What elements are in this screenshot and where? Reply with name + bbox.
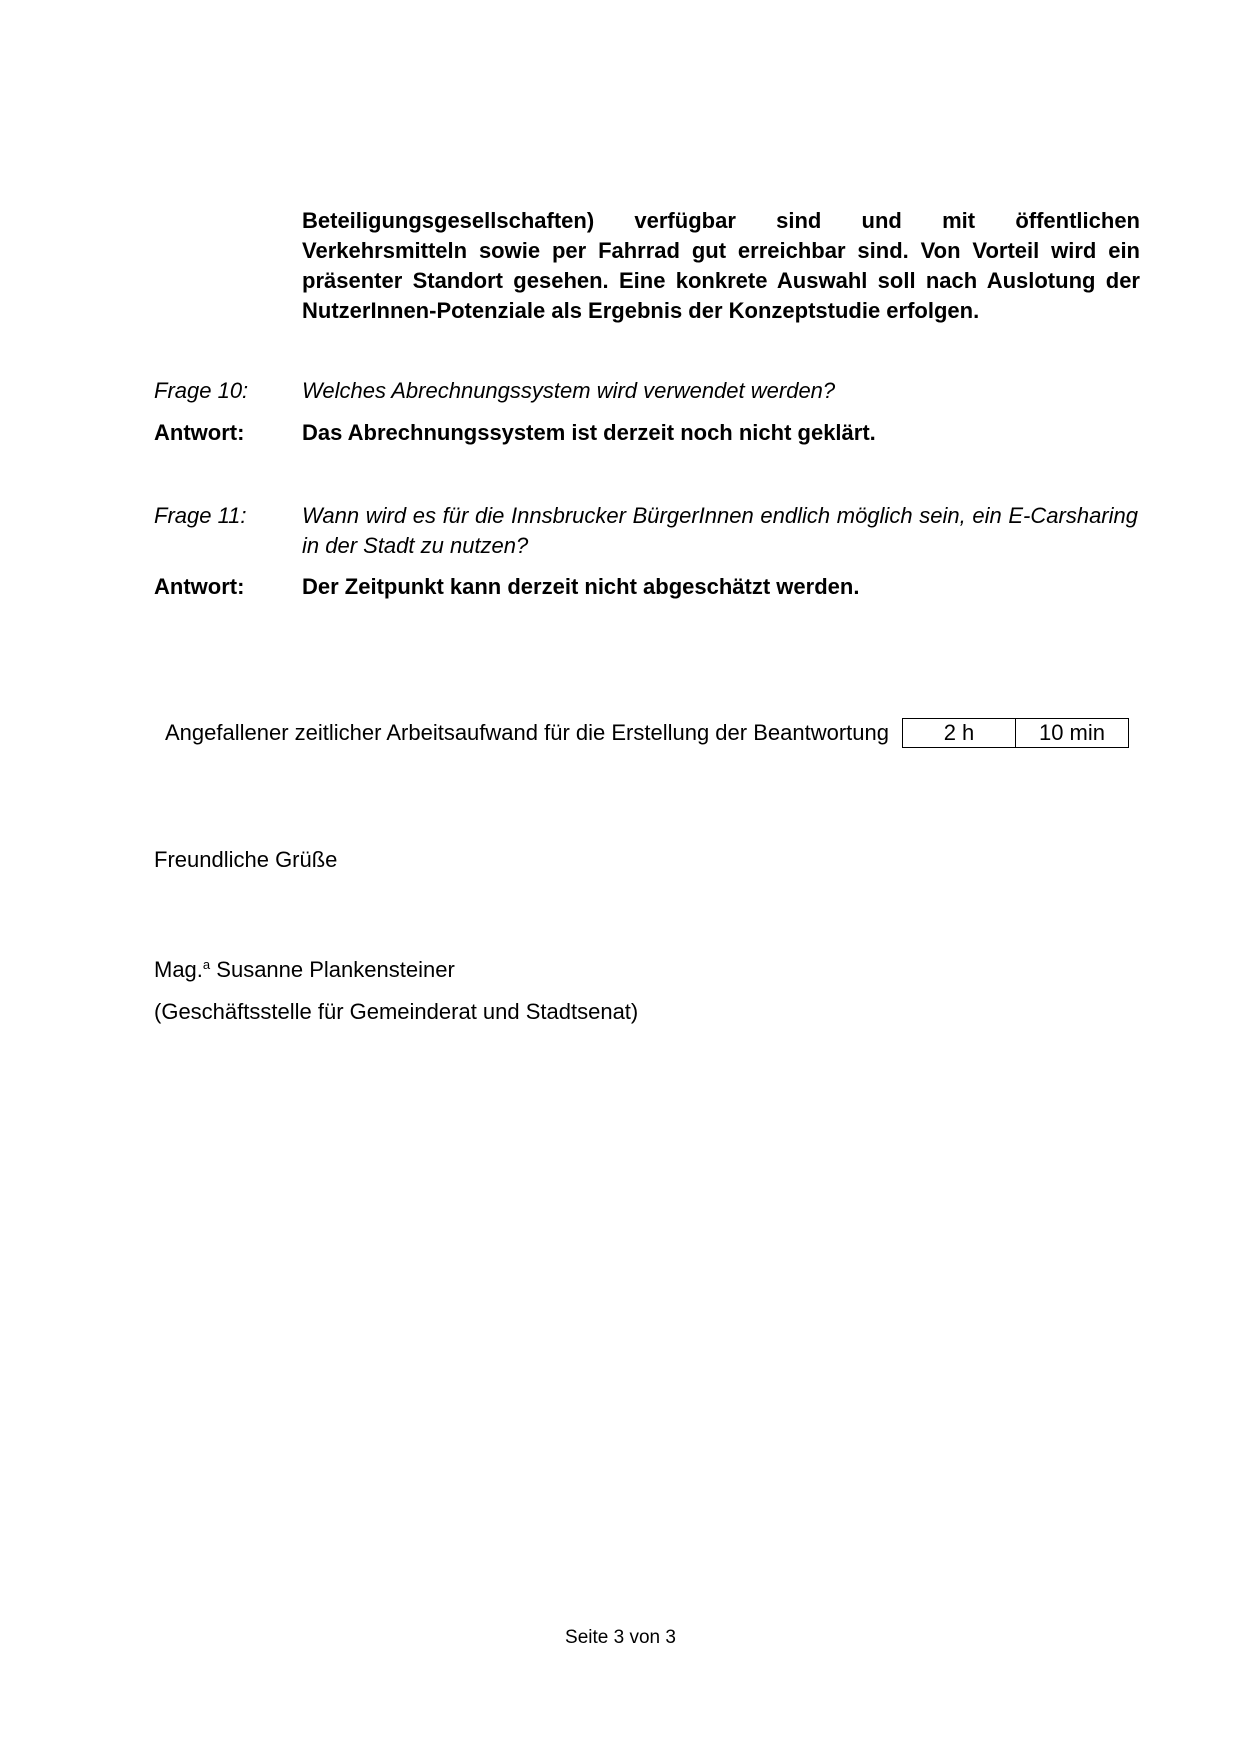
question-11-label: Frage 11: <box>154 503 247 528</box>
signatory-name-line <box>154 955 455 985</box>
page-number-footer: Seite 3 von 3 <box>565 1627 676 1648</box>
signatory-title: Mag. <box>154 957 203 982</box>
continued-answer-text: Beteiligungsgesellschaften) verfügbar sind und mit öffentlichen Verkehrsmitteln sowie per Fahrrad gut erreichbar sind. Von Vorteil wird ein präsenter Standort gesehen. Eine konkrete Auswahl soll nach Auslotung der NutzerInnen-Potenziale als Ergebnis der Konzeptstudie erfolgen. <box>302 208 1140 323</box>
effort-label: Angefallener zeitlicher Arbeitsaufwand für die Erstellung der Beantwortung <box>165 720 889 745</box>
question-11-text: Wann wird es für die Innsbrucker BürgerInnen endlich möglich sein, ein E-Carsharing in der Stadt zu nutzen? <box>302 503 1138 558</box>
signatory-department: (Geschäftsstelle für Gemeinderat und Stadtsenat) <box>154 999 639 1024</box>
answer-11-text: Der Zeitpunkt kann derzeit nicht abgeschätzt werden. <box>302 574 860 599</box>
answer-10-label: Antwort: <box>154 420 245 445</box>
answer-10-text: Das Abrechnungssystem ist derzeit noch nicht geklärt. <box>302 420 876 445</box>
effort-hours-cell: 2 h <box>943 720 975 745</box>
question-10-label: Frage 10: <box>154 378 249 403</box>
effort-minutes-cell: 10 min <box>1015 719 1128 747</box>
effort-table <box>902 718 1129 748</box>
effort-row <box>165 718 1129 748</box>
question-10-text: Welches Abrechnungssystem wird verwendet werden? <box>302 378 836 403</box>
closing-greeting: Freundliche Grüße <box>154 847 338 872</box>
signatory-name: Susanne Plankensteiner <box>216 957 455 982</box>
signatory-title-suffix: a <box>202 957 211 972</box>
answer-11-label: Antwort: <box>154 574 245 599</box>
